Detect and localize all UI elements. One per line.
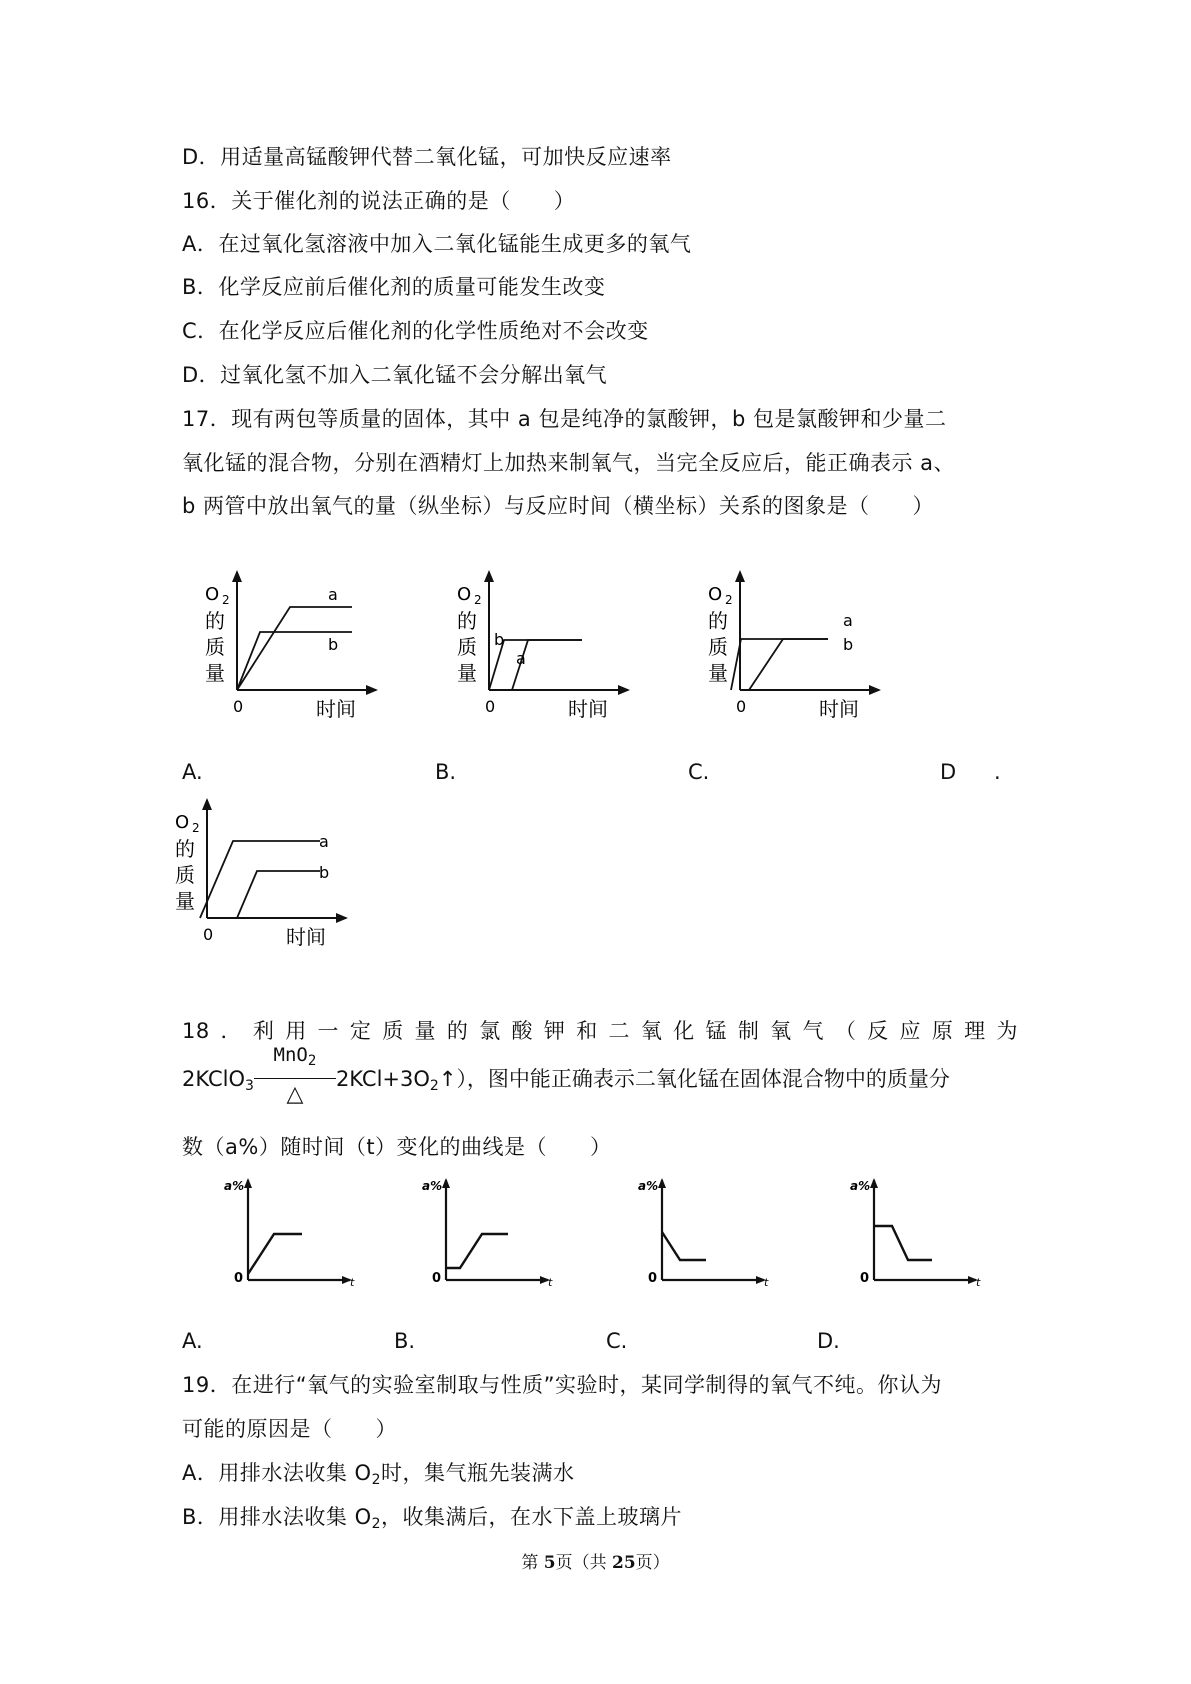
y-axis-label-sub: 2 [725, 593, 733, 607]
q16-option-a: A．在过氧化氢溶液中加入二氧化锰能生成更多的氧气 [182, 232, 692, 256]
q19-option-b-sub: 2 [371, 1516, 382, 1532]
y-axis-label: a% [850, 1179, 871, 1193]
q18-option-label-c: C. [606, 1329, 628, 1353]
q16-option-c: C．在化学反应后催化剂的化学性质绝对不会改变 [182, 319, 649, 343]
q18-option-label-d: D. [817, 1329, 840, 1353]
origin-label: 0 [485, 697, 496, 716]
footer-total-pages: 25 [611, 1553, 636, 1573]
x-axis-label: t [350, 1276, 355, 1289]
series-b-label: b [328, 635, 339, 654]
page-footer [0, 1548, 1191, 1573]
series-b-label: b [843, 635, 854, 654]
x-axis-label: t [764, 1276, 769, 1289]
y-axis-label: a% [638, 1179, 659, 1193]
q16-option-d: D．过氧化氢不加入二氧化锰不会分解出氧气 [182, 363, 608, 387]
series-b-label: b [494, 630, 505, 649]
q17-option-label-c: C. [688, 760, 710, 784]
origin-label: 0 [736, 697, 747, 716]
q17-graph-c [703, 570, 913, 770]
origin-label: 0 [432, 1271, 442, 1286]
y-axis-label-char: 的 [457, 609, 477, 633]
eq-catalyst-text: MnO [273, 1044, 308, 1066]
q17-option-label-b: B. [435, 760, 457, 784]
y-axis-arrow [484, 570, 494, 582]
origin-label: 0 [234, 1271, 244, 1286]
eq-bar [254, 1078, 336, 1079]
eq-heat-symbol: △ [286, 1082, 304, 1107]
y-axis-label-char: 的 [175, 837, 195, 861]
y-axis-label-o: O [175, 812, 190, 833]
y-axis-label: a% [224, 1179, 245, 1193]
q17-stem-line2: 氧化锰的混合物，分别在酒精灯上加热来制氧气，当完全反应后，能正确表示 a、 [182, 451, 956, 475]
series-a-label: a [516, 649, 526, 668]
y-axis-label-sub: 2 [222, 593, 230, 607]
eq-catalyst [254, 1040, 336, 1076]
series-b-line [237, 871, 320, 918]
series-a-line [749, 639, 828, 690]
eq-rest-text: ），图中能正确表示二氧化锰在固体混合物中的质量分 [456, 1067, 950, 1091]
eq-reactant-sub: 3 [245, 1078, 254, 1094]
y-axis-arrow [735, 570, 745, 582]
eq-gas-arrow: ↑ [438, 1067, 457, 1091]
y-axis-label-char: 质 [457, 635, 477, 659]
q19-option-a-text: A．用排水法收集 O [182, 1461, 372, 1485]
y-axis-label-char: 的 [708, 609, 728, 633]
mno2-fraction-curve [248, 1234, 302, 1274]
q18-equation [182, 1044, 950, 1107]
q19-option-a-sub: 2 [371, 1472, 381, 1488]
x-axis-label: t [548, 1276, 553, 1289]
mno2-fraction-curve [446, 1234, 508, 1268]
mno2-fraction-curve [662, 1232, 706, 1260]
x-axis-label: t [976, 1276, 981, 1289]
q18-graph-b [420, 1176, 570, 1296]
x-axis-arrow [618, 685, 630, 695]
q17-option-label-d: D [940, 760, 957, 784]
series-a-label: a [319, 832, 329, 851]
y-axis-arrow [202, 798, 212, 810]
x-axis-arrow [336, 913, 348, 923]
y-axis-label-char: 量 [175, 889, 195, 913]
q18-stem-line3: 数（a%）随时间（t）变化的曲线是（ ） [182, 1135, 612, 1159]
q17-stem-line3: b 两管中放出氧气的量（纵坐标）与反应时间（横坐标）关系的图象是（ ） [182, 494, 935, 518]
q19-option-b-text: B．用排水法收集 O [182, 1505, 372, 1529]
y-axis-label-o: O [457, 584, 472, 605]
q17-option-label-dot: . [994, 760, 1001, 784]
footer-prefix: 第 [521, 1553, 544, 1573]
q18-option-label-a: A. [182, 1329, 203, 1353]
footer-middle: 页（共 [555, 1553, 612, 1573]
y-axis-label-o: O [708, 584, 723, 605]
q19-stem-line2: 可能的原因是（ ） [182, 1417, 397, 1441]
eq-catalyst-sub: 2 [307, 1053, 317, 1069]
q19-option-b [182, 1502, 682, 1539]
x-axis-label: 时间 [568, 697, 608, 721]
mno2-fraction-curve [874, 1226, 932, 1260]
eq-products: 2KCl+3O [335, 1067, 430, 1091]
x-axis-arrow [366, 685, 378, 695]
y-axis-label-char: 的 [205, 609, 225, 633]
footer-page-number: 5 [543, 1553, 556, 1573]
q18-stem-line1: 18．利用一定质量的氯酸钾和二氧化锰制氧气（反应原理为 [182, 1019, 1018, 1043]
y-axis-arrow [232, 570, 242, 582]
q17-graph-d [170, 798, 380, 998]
y-axis-label-sub: 2 [192, 821, 200, 835]
y-axis-label: a% [422, 1179, 443, 1193]
y-axis-label-char: 量 [205, 661, 225, 685]
y-axis-label-char: 质 [205, 635, 225, 659]
q18-graph-c [636, 1176, 786, 1296]
x-axis-label: 时间 [316, 697, 356, 721]
y-axis-label-char: 质 [175, 863, 195, 887]
eq-reactant: 2KClO [182, 1067, 246, 1091]
series-b-line [731, 639, 828, 690]
eq-products-sub: 2 [429, 1078, 439, 1094]
q17-option-label-a: A. [182, 760, 203, 784]
series-b-label: b [319, 863, 330, 882]
y-axis-arrow [658, 1178, 666, 1188]
series-a-label: a [328, 585, 338, 604]
y-axis-arrow [244, 1178, 252, 1188]
q19-option-b-rest: ，收集满后，在水下盖上玻璃片 [381, 1505, 683, 1529]
y-axis-label-char: 量 [457, 661, 477, 685]
x-axis-label: 时间 [286, 925, 326, 949]
x-axis-arrow [869, 685, 881, 695]
origin-label: 0 [648, 1271, 658, 1286]
origin-label: 0 [203, 925, 214, 944]
series-a-label: a [843, 611, 853, 630]
eq-condition-fraction [254, 1044, 336, 1107]
footer-suffix: 页） [635, 1553, 670, 1573]
q16-option-b: B．化学反应前后催化剂的质量可能发生改变 [182, 275, 606, 299]
x-axis-label: 时间 [819, 697, 859, 721]
q17-stem-line1: 17．现有两包等质量的固体，其中 a 包是纯净的氯酸钾，b 包是氯酸钾和少量二 [182, 407, 947, 431]
q19-option-a [182, 1458, 575, 1495]
q18-graph-a [222, 1176, 372, 1296]
y-axis-label-o: O [205, 584, 220, 605]
y-axis-arrow [442, 1178, 450, 1188]
q18-option-label-b: B. [394, 1329, 416, 1353]
q19-option-a-rest: 时，集气瓶先装满水 [381, 1461, 575, 1485]
q16-stem: 16．关于催化剂的说法正确的是（ ） [182, 189, 576, 213]
series-a-line [200, 841, 320, 918]
y-axis-arrow [870, 1178, 878, 1188]
q18-graph-d [848, 1176, 998, 1296]
q17-graph-a [200, 570, 410, 770]
q17-graph-b [452, 570, 662, 770]
origin-label: 0 [860, 1271, 870, 1286]
origin-label: 0 [233, 697, 244, 716]
y-axis-label-sub: 2 [474, 593, 482, 607]
y-axis-label-char: 量 [708, 661, 728, 685]
q15-option-d: D．用适量高锰酸钾代替二氧化锰，可加快反应速率 [182, 145, 672, 169]
y-axis-label-char: 质 [708, 635, 728, 659]
q19-stem-line1: 19．在进行“氧气的实验室制取与性质”实验时，某同学制得的氧气不纯。你认为 [182, 1373, 942, 1397]
